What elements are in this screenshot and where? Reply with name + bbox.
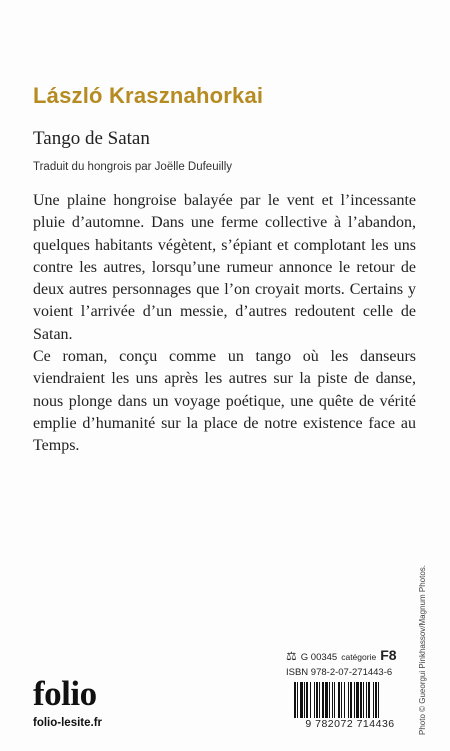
publisher-logo: folio (33, 674, 97, 713)
publisher-website: folio-lesite.fr (33, 717, 103, 729)
category-code: F8 (380, 647, 397, 663)
blurb-paragraph-1: Une plaine hongroise balayée par le vent et l’incessante pluie d’automne. Dans une ferme collective à l’abandon, quelques habitants végètent, s’épiant et complotant les uns contre les autres, lorsqu’une rumeur annonce le retour de deux autres personnages que l’on croyait morts. Certains y voient l’arrivée d’un messie, d’autres redoutent celle de Satan. (33, 192, 416, 343)
category-label: catégorie (341, 652, 377, 662)
isbn: ISBN 978-2-07-271443-6 (286, 667, 393, 678)
book-title: Tango de Satan (33, 128, 150, 149)
photo-credit: Photo © Gueorgui Pinkhassov/Magnum Photos. (418, 565, 427, 735)
barcode-number: 9 782072 714436 (286, 718, 414, 730)
product-codes (286, 647, 397, 687)
translator-credit: Traduit du hongrois par Joëlle Dufeuilly (33, 161, 233, 173)
author-name: László Krasznahorkai (33, 83, 264, 108)
blurb-paragraph-2: Ce roman, conçu comme un tango où les danseurs viendraient les uns après les autres sur la piste de danse, nous plonge dans un voyage poétique, une quête de vérité emplie d’humanité sur la place de notre existence face au Temps. (33, 348, 416, 455)
scales-icon: ⚖ (286, 649, 297, 663)
blurb (33, 190, 416, 458)
g-code: G 00345 (300, 652, 338, 663)
